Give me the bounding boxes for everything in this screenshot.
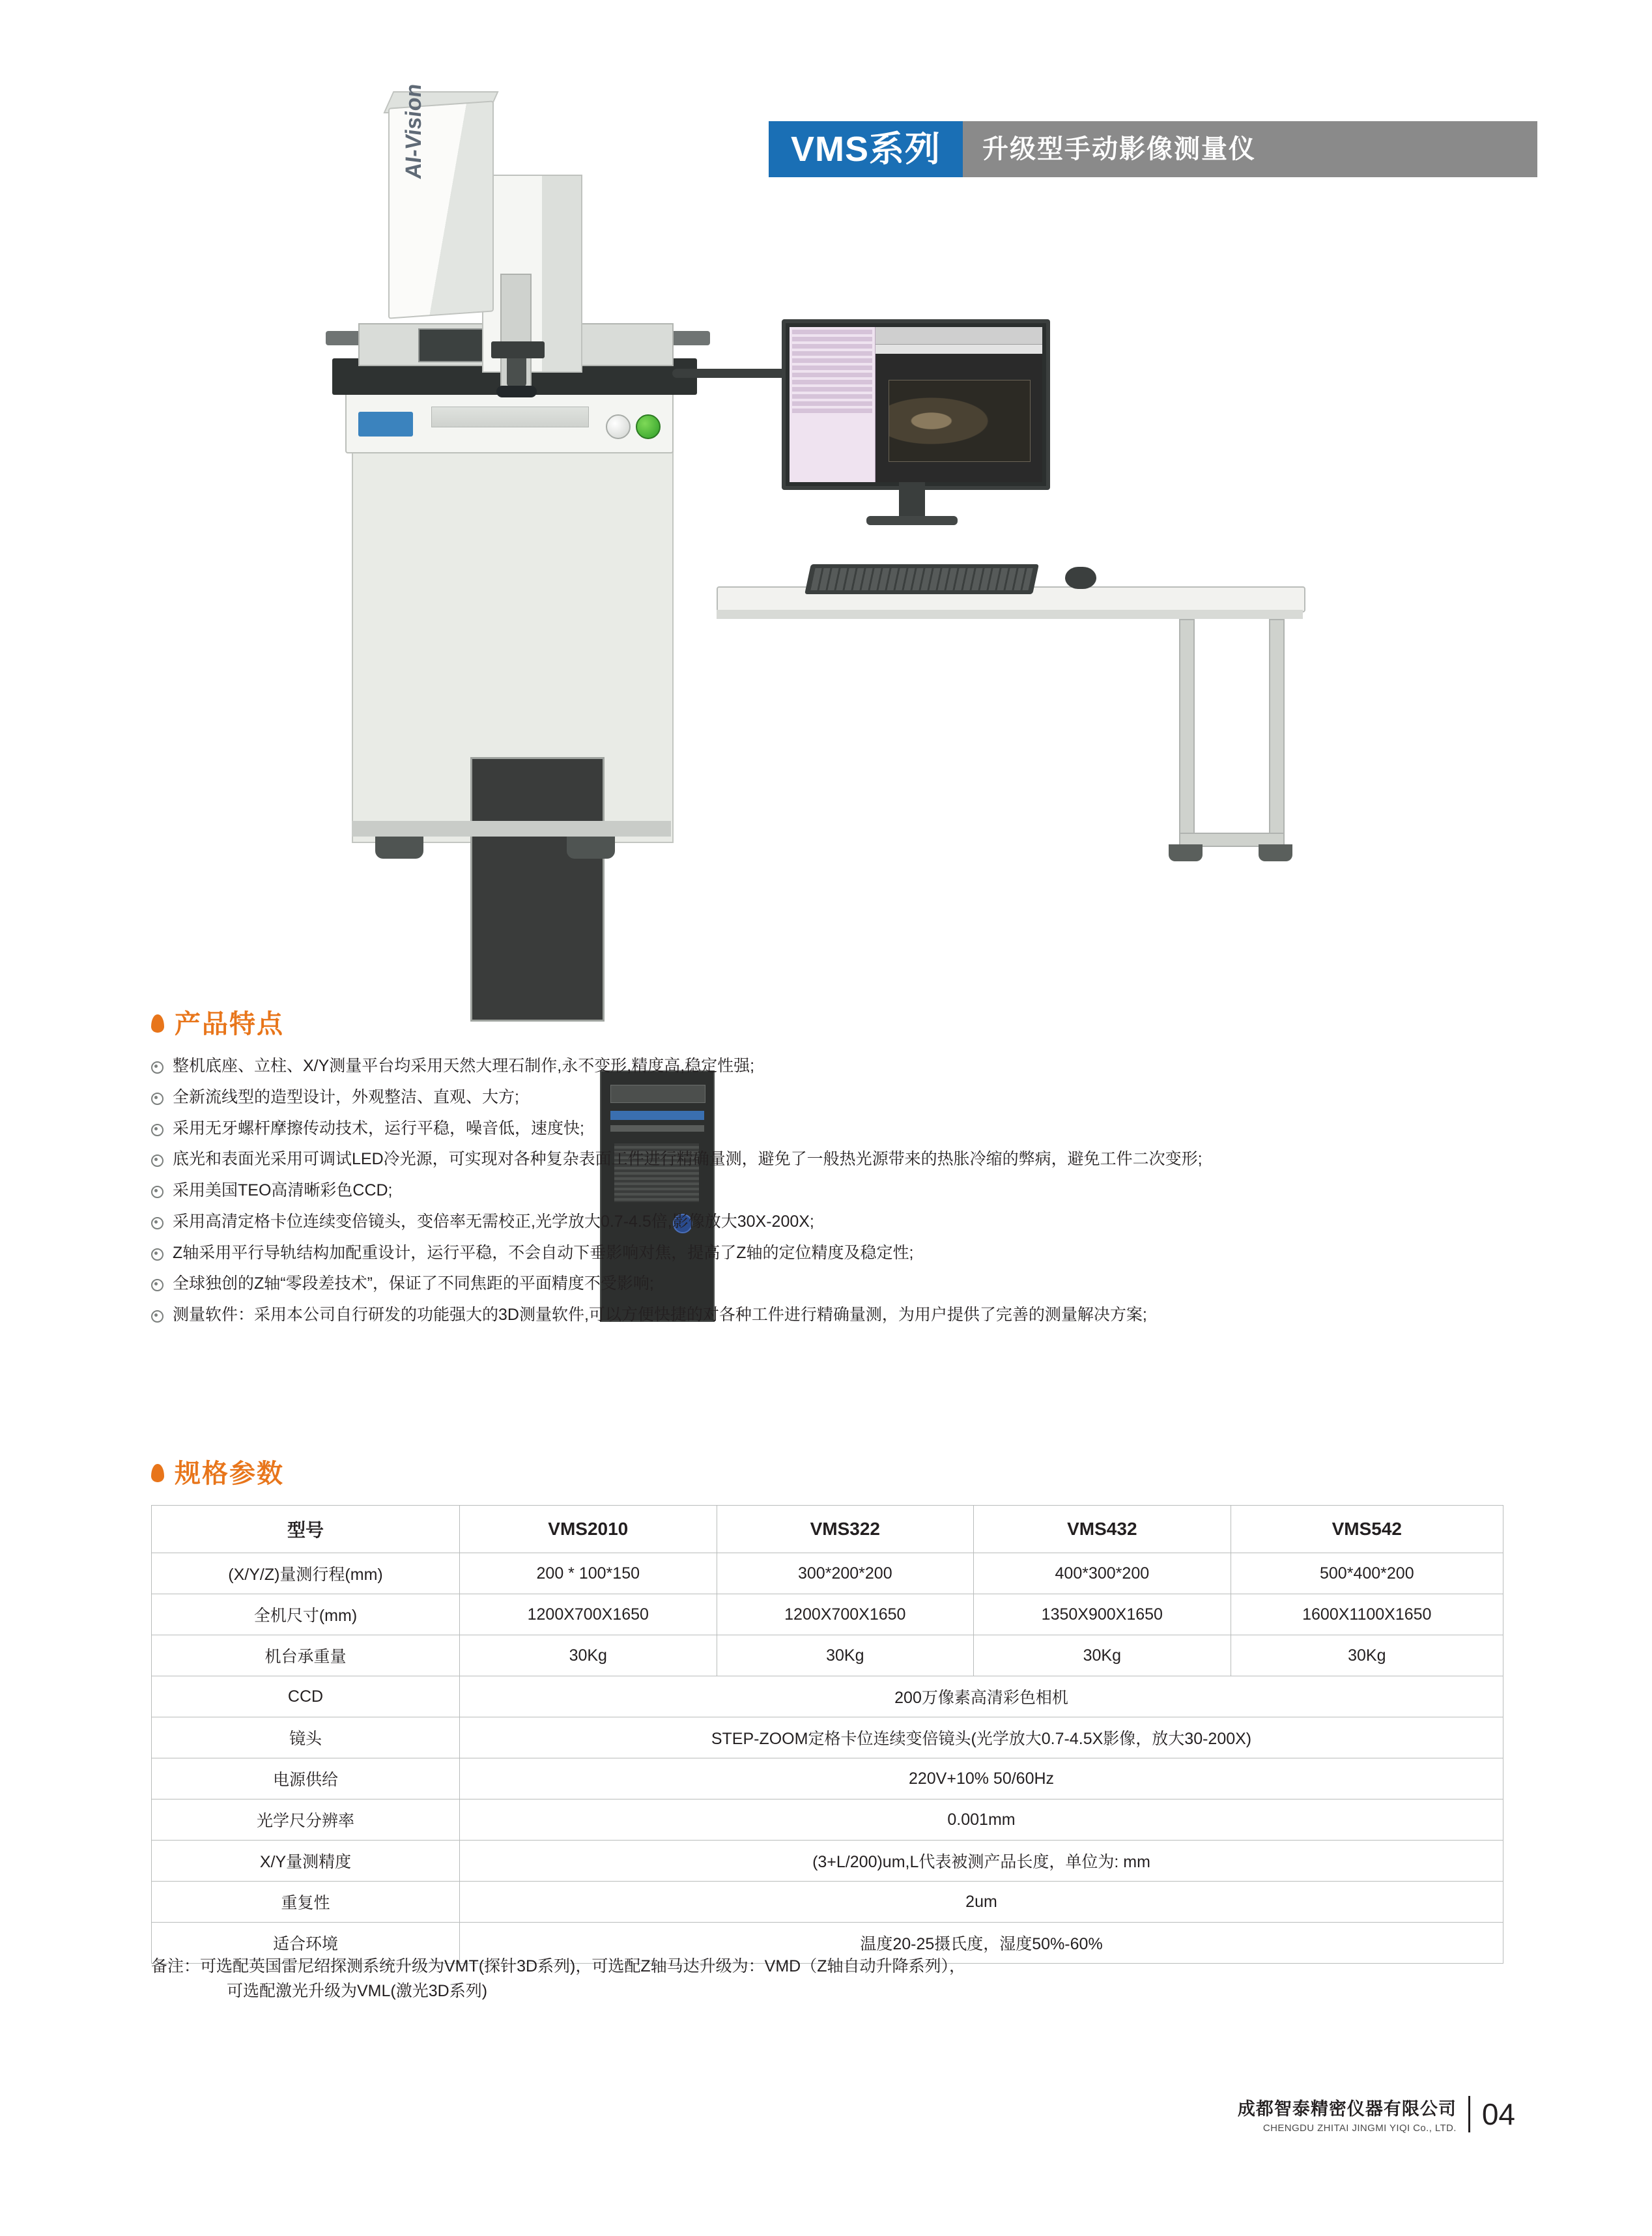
list-item bbox=[151, 1304, 1506, 1326]
banner-subtitle-block bbox=[963, 121, 1537, 177]
features-heading bbox=[151, 1003, 284, 1040]
droplet-icon bbox=[151, 1014, 164, 1033]
list-item bbox=[151, 1242, 1506, 1265]
feature-text: 全球独创的Z轴“零段差技术”，保证了不同焦距的平面精度不受影响; bbox=[173, 1274, 654, 1293]
machine-brand-badge bbox=[358, 412, 413, 437]
table-header-cell: 型号 bbox=[152, 1506, 460, 1553]
desk-surface-edge bbox=[717, 610, 1303, 619]
list-item bbox=[151, 1211, 1506, 1233]
table-header-cell: VMS432 bbox=[974, 1506, 1231, 1553]
table-cell: (3+L/200)um,L代表被测产品长度，单位为: mm bbox=[460, 1841, 1503, 1882]
row-label: X/Y量测精度 bbox=[152, 1841, 460, 1882]
desk-leg-right bbox=[1269, 619, 1285, 850]
banner-series-block bbox=[769, 121, 963, 177]
table-cell: 400*300*200 bbox=[974, 1553, 1231, 1594]
table-cell: 500*400*200 bbox=[1231, 1553, 1503, 1594]
table-cell: 温度20-25摄氏度，湿度50%-60% bbox=[460, 1923, 1503, 1964]
list-item bbox=[151, 1118, 1506, 1140]
table-cell: STEP-ZOOM定格卡位连续变倍镜头(光学放大0.7-4.5X影像，放大30-200X) bbox=[460, 1717, 1503, 1758]
camera-housing bbox=[388, 83, 494, 319]
row-label: 机台承重量 bbox=[152, 1635, 460, 1676]
spec-remark bbox=[151, 1955, 1506, 2003]
bullet-icon bbox=[151, 1310, 164, 1323]
table-row bbox=[152, 1799, 1503, 1841]
ring-light bbox=[496, 386, 537, 397]
list-item bbox=[151, 1273, 1506, 1295]
desk-foot-right bbox=[1259, 844, 1292, 861]
features-title: 产品特点 bbox=[175, 1010, 284, 1039]
table-header-cell: VMS2010 bbox=[460, 1506, 717, 1553]
stage-rail-right bbox=[671, 331, 710, 345]
machine-cabinet bbox=[352, 450, 674, 843]
feature-text: Z轴采用平行导轨结构加配重设计，运行平稳，不会自动下垂影响对焦，提高了Z轴的定位精度及稳定性; bbox=[173, 1243, 914, 1262]
row-label: 全机尺寸(mm) bbox=[152, 1594, 460, 1635]
spec-table bbox=[151, 1505, 1503, 1964]
feature-text: 采用高清定格卡位连续变倍镜头，变倍率无需校正,光学放大0.7-4.5倍,影像放大30X-200X; bbox=[173, 1212, 814, 1231]
keyboard bbox=[805, 564, 1039, 594]
footer-company bbox=[1238, 2095, 1457, 2134]
table-cell: 1200X700X1650 bbox=[460, 1594, 717, 1635]
table-cell: 30Kg bbox=[717, 1635, 974, 1676]
banner-subtitle-label: 升级型手动影像测量仪 bbox=[982, 135, 1257, 164]
bullet-icon bbox=[151, 1248, 164, 1261]
sample-preview-image bbox=[889, 380, 1030, 462]
monitor bbox=[782, 319, 1050, 490]
header-banner bbox=[769, 121, 1537, 177]
feature-text: 采用美国TEO高清晰彩色CCD; bbox=[173, 1181, 393, 1199]
page-number: 04 bbox=[1481, 2097, 1515, 2131]
row-label: (X/Y/Z)量测行程(mm) bbox=[152, 1553, 460, 1594]
table-row bbox=[152, 1594, 1503, 1635]
bullet-icon bbox=[151, 1217, 164, 1229]
footer-divider bbox=[1468, 2096, 1470, 2132]
row-label: 镜头 bbox=[152, 1717, 460, 1758]
bullet-icon bbox=[151, 1154, 164, 1167]
row-label: 重复性 bbox=[152, 1882, 460, 1923]
table-cell: 1600X1100X1650 bbox=[1231, 1594, 1503, 1635]
feature-text: 测量软件：采用本公司自行研发的功能强大的3D测量软件,可以方便快捷的对各种工件进行精确量测，为用户提供了完善的测量解决方案; bbox=[173, 1306, 1147, 1324]
feature-text: 采用无牙螺杆摩擦传动技术，运行平稳，噪音低，速度快; bbox=[173, 1119, 584, 1138]
spec-heading bbox=[151, 1453, 284, 1490]
control-knob-icon[interactable] bbox=[606, 414, 631, 439]
list-item bbox=[151, 1087, 1506, 1109]
stage-handle[interactable] bbox=[672, 369, 790, 378]
table-cell: 200万像素高清彩色相机 bbox=[460, 1676, 1503, 1717]
features-list bbox=[151, 1055, 1506, 1336]
cabinet-base bbox=[352, 821, 671, 837]
table-cell: 30Kg bbox=[974, 1635, 1231, 1676]
mouse bbox=[1065, 567, 1096, 589]
company-name-cn: 成都智泰精密仪器有限公司 bbox=[1237, 2099, 1457, 2119]
table-cell: 200 * 100*150 bbox=[460, 1553, 717, 1594]
software-viewport bbox=[876, 327, 1042, 482]
remark-line-2: 可选配激光升级为VML(激光3D系列) bbox=[227, 1981, 488, 2000]
table-row bbox=[152, 1882, 1503, 1923]
row-label: CCD bbox=[152, 1676, 460, 1717]
table-header-cell: VMS542 bbox=[1231, 1506, 1503, 1553]
monitor-screen bbox=[790, 327, 1042, 482]
table-cell: 1350X900X1650 bbox=[974, 1594, 1231, 1635]
droplet-icon bbox=[151, 1464, 164, 1482]
keyboard-keys bbox=[810, 568, 1032, 590]
table-cell: 0.001mm bbox=[460, 1799, 1503, 1841]
table-cell: 2um bbox=[460, 1882, 1503, 1923]
page-footer bbox=[1238, 2095, 1515, 2134]
feature-text: 底光和表面光采用可调试LED冷光源，可实现对各种复杂表面工件进行精确量测，避免了一般热光源带来的热胀冷缩的弊病，避免工件二次变形; bbox=[173, 1150, 1203, 1169]
z-axis-head bbox=[491, 341, 545, 358]
cabinet-foot-right bbox=[567, 837, 615, 859]
monitor-base bbox=[866, 516, 958, 525]
bullet-icon bbox=[151, 1124, 164, 1136]
table-row bbox=[152, 1506, 1503, 1553]
table-row bbox=[152, 1553, 1503, 1594]
start-button-icon[interactable] bbox=[636, 414, 661, 439]
feature-text: 整机底座、立柱、X/Y测量平台均采用天然大理石制作,永不变形,精度高,稳定性强; bbox=[173, 1057, 755, 1075]
company-name-en: CHENGDU ZHITAI JINGMI YIQI Co., LTD. bbox=[1262, 2123, 1457, 2134]
table-row bbox=[152, 1635, 1503, 1676]
spec-title: 规格参数 bbox=[175, 1459, 284, 1488]
row-label: 适合环境 bbox=[152, 1923, 460, 1964]
table-cell: 1200X700X1650 bbox=[717, 1594, 974, 1635]
cabinet-foot-left bbox=[375, 837, 423, 859]
control-panel-label bbox=[431, 407, 589, 427]
row-label: 光学尺分辨率 bbox=[152, 1799, 460, 1841]
table-cell: 30Kg bbox=[460, 1635, 717, 1676]
bullet-icon bbox=[151, 1186, 164, 1198]
zoom-lens bbox=[507, 358, 526, 387]
list-item bbox=[151, 1055, 1506, 1078]
software-subtoolbar bbox=[876, 345, 1042, 354]
machine-control-panel bbox=[345, 391, 674, 453]
banner-series-label: VMS系列 bbox=[791, 130, 941, 169]
table-cell: 300*200*200 bbox=[717, 1553, 974, 1594]
desk-foot-left bbox=[1169, 844, 1203, 861]
bullet-icon bbox=[151, 1061, 164, 1074]
table-row bbox=[152, 1841, 1503, 1882]
brand-logo-text: AI-Vision bbox=[401, 83, 426, 180]
table-header-cell: VMS322 bbox=[717, 1506, 974, 1553]
table-cell: 220V+10% 50/60Hz bbox=[460, 1758, 1503, 1799]
bullet-icon bbox=[151, 1279, 164, 1291]
cabinet-opening bbox=[470, 757, 605, 1022]
row-label: 电源供给 bbox=[152, 1758, 460, 1799]
table-row bbox=[152, 1717, 1503, 1758]
bullet-icon bbox=[151, 1093, 164, 1105]
remark-line-1: 备注：可选配英国雷尼绍探测系统升级为VMT(探针3D系列)，可选配Z轴马达升级为：VMD（Z轴自动升降系列）， bbox=[151, 1957, 965, 1975]
table-row bbox=[152, 1676, 1503, 1717]
software-toolbar bbox=[876, 327, 1042, 345]
list-item bbox=[151, 1149, 1506, 1171]
software-side-panel bbox=[790, 327, 876, 482]
desk-leg-left bbox=[1179, 619, 1195, 850]
monitor-stand bbox=[899, 482, 925, 519]
list-item bbox=[151, 1180, 1506, 1202]
table-cell: 30Kg bbox=[1231, 1635, 1503, 1676]
table-row bbox=[152, 1758, 1503, 1799]
feature-text: 全新流线型的造型设计，外观整洁、直观、大方; bbox=[173, 1087, 519, 1106]
